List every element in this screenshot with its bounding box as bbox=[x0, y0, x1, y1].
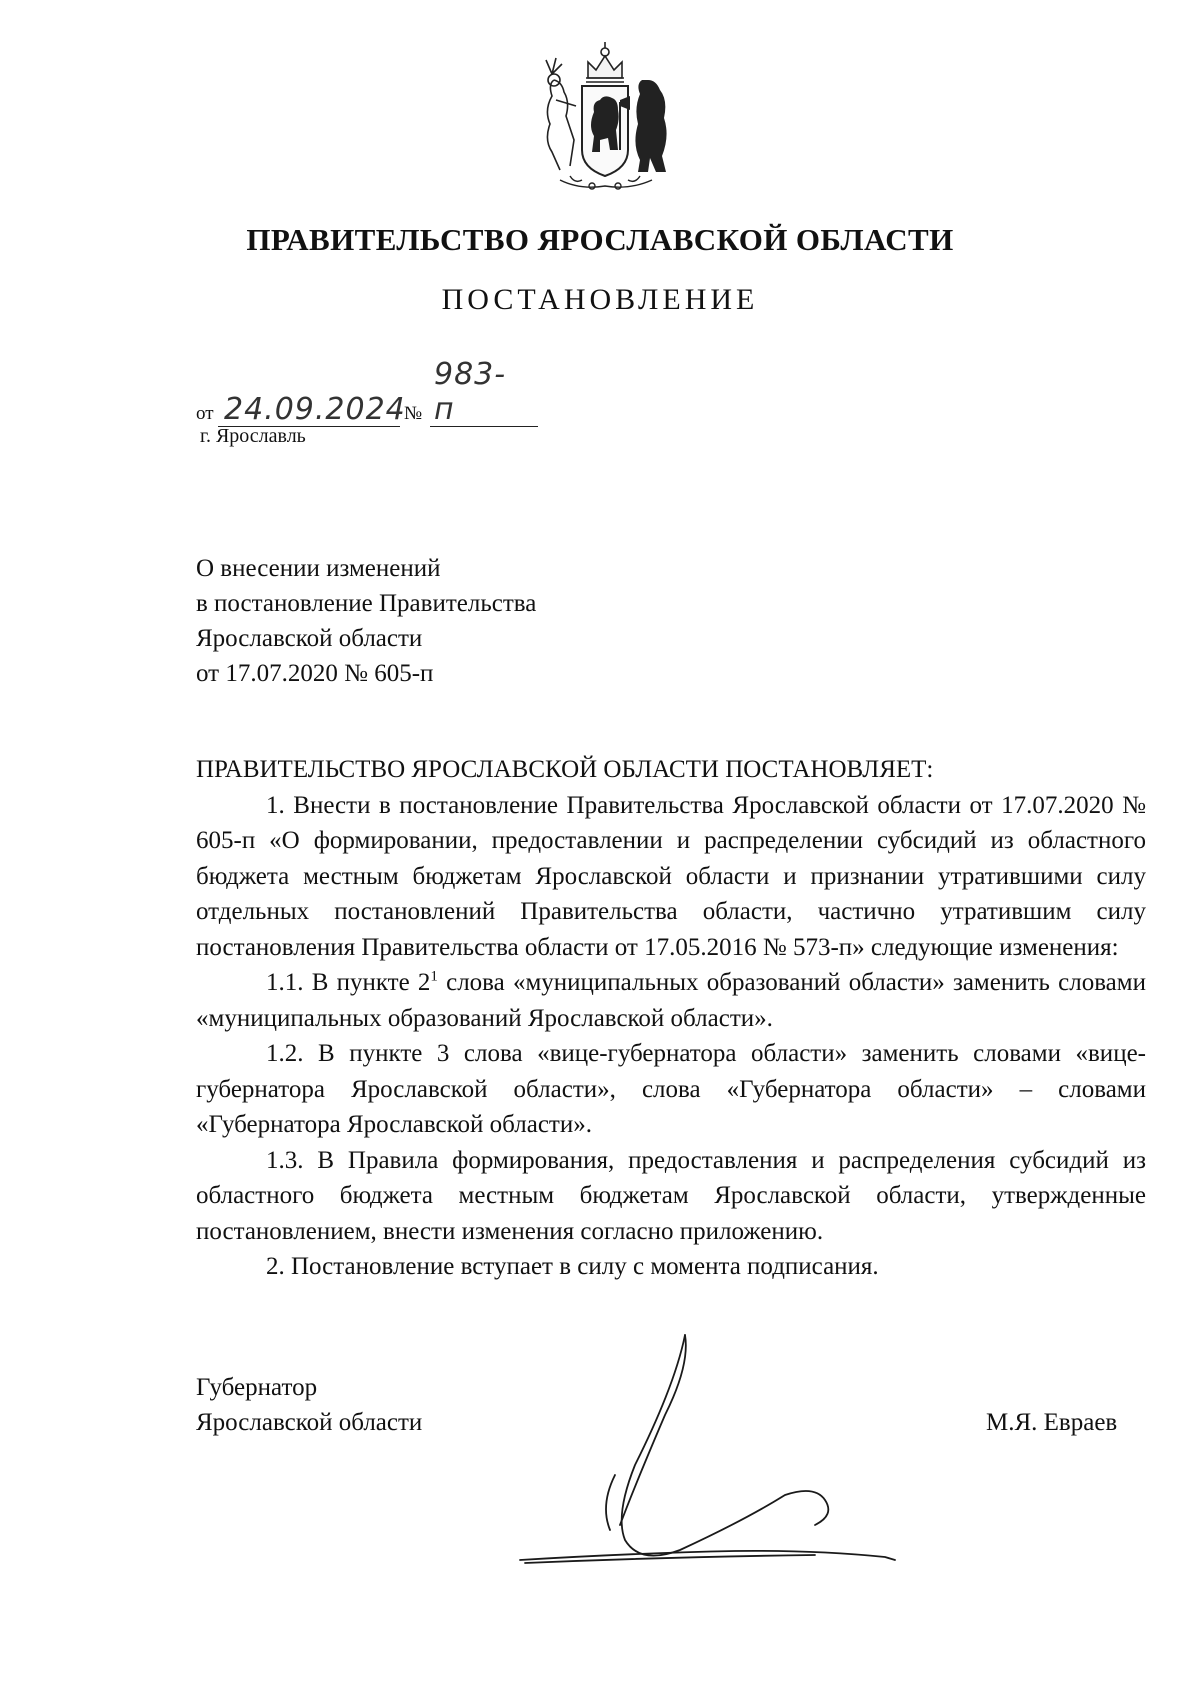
signatory-name: М.Я. Евраев bbox=[986, 1409, 1118, 1436]
issuing-authority-title: ПРАВИТЕЛЬСТВО ЯРОСЛАВСКОЙ ОБЛАСТИ bbox=[246, 222, 954, 257]
clause-1-3: 1.3. В Правила формирования, предоставления и распределения субсидий из областного бюджета местным бюджетам Ярославской области, утвержденные постановлением, внести изменения согласно приложению. bbox=[196, 1146, 1146, 1245]
number-value: 983-п bbox=[434, 357, 507, 427]
subject-line: в постановление Правительства bbox=[196, 590, 537, 617]
document-subject bbox=[196, 551, 536, 691]
number-prefix: № bbox=[404, 403, 423, 424]
clause-1: 1. Внести в постановление Правительства Ярославской области от 17.07.2020 № 605-п «О формировании, предоставлении и распределении субсидий из областного бюджета местным бюджетам Ярославской области и признании утратившими силу отдельных постановлений Правительства области, частично утратившим силу постановления Правительства области от 17.05.2016 № 573-п» следующие изменения: bbox=[196, 791, 1146, 961]
clause-2: 2. Постановление вступает в силу с момента подписания. bbox=[266, 1253, 879, 1280]
signatory-title-line: Губернатор bbox=[196, 1374, 318, 1401]
resolution-heading: ПРАВИТЕЛЬСТВО ЯРОСЛАВСКОЙ ОБЛАСТИ ПОСТАНОВЛЯЕТ: bbox=[196, 756, 934, 783]
subject-line: О внесении изменений bbox=[196, 555, 441, 582]
date-prefix: от bbox=[196, 403, 214, 424]
handwritten-signature bbox=[515, 1325, 925, 1585]
date-value: 24.09.2024 bbox=[224, 392, 406, 427]
coat-of-arms-emblem bbox=[530, 40, 680, 195]
signatory-title bbox=[196, 1370, 422, 1440]
signatory-title-line: Ярославской области bbox=[196, 1409, 423, 1436]
subject-line: от 17.07.2020 № 605-п bbox=[196, 660, 434, 687]
clause-1-1-end: слова «муниципальных образований области» заменить словами «муниципальных образований Ярославской области». bbox=[196, 969, 1146, 1032]
clause-1-1-start: 1.1. В пункте 2 bbox=[266, 969, 431, 996]
clause-1-1 bbox=[196, 965, 1146, 1036]
document-body bbox=[196, 752, 1146, 1285]
city-label: г. Ярославль bbox=[200, 425, 306, 447]
clause-1-1-superscript: 1 bbox=[430, 968, 438, 985]
document-type-title: ПОСТАНОВЛЕНИЕ bbox=[441, 283, 759, 316]
subject-line: Ярославской области bbox=[196, 625, 423, 652]
clause-1-2: 1.2. В пункте 3 слова «вице-губернатора области» заменить словами «вице-губернатора Ярославской области», слова «Губернатора области» – словами «Губернатора Ярославской области». bbox=[196, 1040, 1146, 1138]
